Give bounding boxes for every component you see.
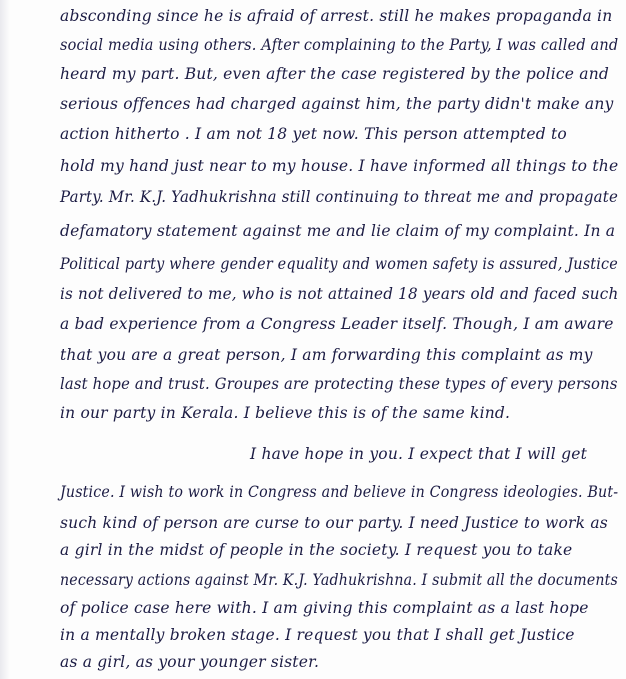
letter-line: social media using others. After complaining to the Party, I was called and bbox=[60, 36, 619, 54]
letter-line: hold my hand just near to my house. I have informed all things to the bbox=[60, 157, 619, 175]
letter-line: as a girl, as your younger sister. bbox=[60, 653, 320, 671]
letter-line: of police case here with. I am giving this complaint as a last hope bbox=[60, 599, 589, 617]
letter-line: a bad experience from a Congress Leader itself. Though, I am aware bbox=[60, 315, 614, 333]
page-edge-shadow bbox=[0, 0, 10, 679]
letter-line: defamatory statement against me and lie claim of my complaint. In a bbox=[60, 222, 616, 240]
letter-line: Party. Mr. K.J. Yadhukrishna still continuing to threat me and propagate bbox=[60, 188, 618, 206]
letter-line: last hope and trust. Groupes are protecting these types of every persons bbox=[60, 375, 618, 393]
letter-line: that you are a great person, I am forwarding this complaint as my bbox=[60, 346, 593, 364]
letter-line: serious offences had charged against him, the party didn't make any bbox=[60, 95, 614, 113]
letter-line: Justice. I wish to work in Congress and believe in Congress ideologies. But- bbox=[60, 483, 619, 501]
letter-line: in our party in Kerala. I believe this is of the same kind. bbox=[60, 404, 511, 422]
letter-line: in a mentally broken stage. I request you that I shall get Justice bbox=[60, 626, 575, 644]
letter-line: is not delivered to me, who is not attained 18 years old and faced such bbox=[60, 285, 619, 303]
letter-line: absconding since he is afraid of arrest. still he makes propaganda in bbox=[60, 7, 613, 25]
letter-line: a girl in the midst of people in the society. I request you to take bbox=[60, 541, 573, 559]
letter-line: necessary actions against Mr. K.J. Yadhukrishna. I submit all the documents bbox=[60, 571, 618, 589]
letter-line: Political party where gender equality and women safety is assured, Justice bbox=[60, 255, 618, 273]
letter-paragraph-start: I have hope in you. I expect that I will get bbox=[250, 445, 588, 463]
letter-line: such kind of person are curse to our party. I need Justice to work as bbox=[60, 514, 608, 532]
letter-line: heard my part. But, even after the case registered by the police and bbox=[60, 65, 610, 83]
letter-line: action hitherto . I am not 18 yet now. This person attempted to bbox=[60, 125, 567, 143]
